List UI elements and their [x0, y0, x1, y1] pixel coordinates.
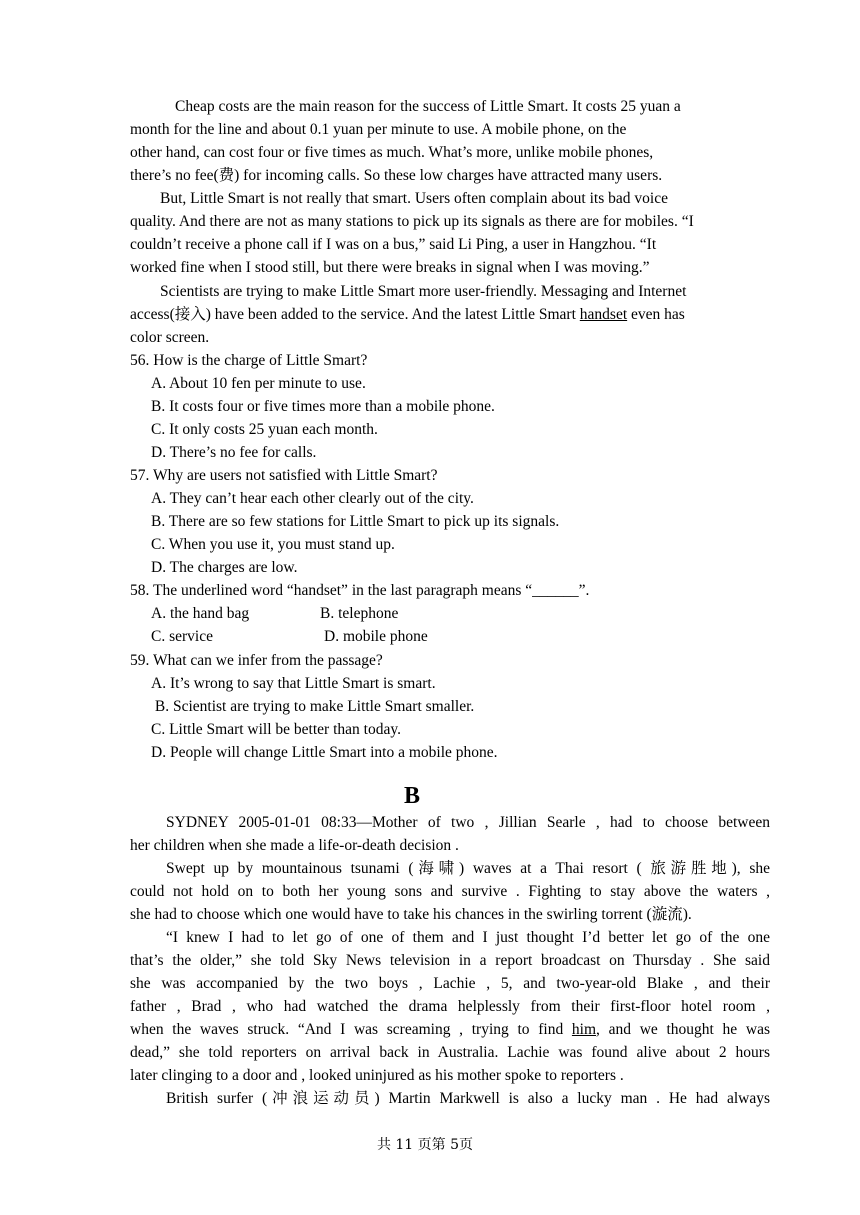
question-56-option-a: A. About 10 fen per minute to use. [151, 375, 366, 392]
p3-text-before: access(接入) have been added to the service. And the latest Little Smart [130, 306, 580, 323]
passage-b-p3-line6: dead,” she told reporters on arrival back in Australia. Lachie was found alive about 2 hours [130, 1044, 770, 1061]
question-57-option-d: D. The charges are low. [151, 559, 298, 576]
passage-a-p2-line3: couldn’t receive a phone call if I was on a bus,” said Li Ping, a user in Hangzhou. “It [130, 236, 657, 253]
question-59-option-b: B. Scientist are trying to make Little Smart smaller. [151, 698, 475, 715]
passage-a-p2-line2: quality. And there are not as many stations to pick up its signals as there are for mobiles. “I [130, 213, 694, 230]
passage-b-p2-line1: Swept up by mountainous tsunami (海啸) waves at a Thai resort ( 旅游胜地), she [166, 860, 770, 877]
question-57-option-c: C. When you use it, you must stand up. [151, 536, 395, 553]
passage-b-p3-line7: later clinging to a door and , looked uninjured as his mother spoke to reporters . [130, 1067, 624, 1084]
passage-a-p1-line1: Cheap costs are the main reason for the success of Little Smart. It costs 25 yuan a [175, 98, 681, 115]
question-58-option-d: D. mobile phone [324, 628, 428, 645]
question-58-option-b: B. telephone [320, 605, 399, 622]
question-56-option-c: C. It only costs 25 yuan each month. [151, 421, 378, 438]
passage-a-p3-line3: color screen. [130, 329, 210, 346]
passage-b-p2-line2: could not hold on to both her young sons and survive . Fighting to stay above the waters , [130, 883, 770, 900]
passage-a-p1-line4: there’s no fee(费) for incoming calls. So these low charges have attracted many users. [130, 167, 663, 184]
p3-b-text-after: , and we thought he was [596, 1021, 770, 1038]
page-footer: 共 11 页第 5页 [376, 1137, 474, 1153]
passage-a-p1-line3: other hand, can cost four or five times as much. What’s more, unlike mobile phones, [130, 144, 654, 161]
question-58-stem: 58. The underlined word “handset” in the last paragraph means “______”. [130, 582, 590, 599]
question-56-option-d: D. There’s no fee for calls. [151, 444, 317, 461]
passage-b-p3-line5 [130, 1018, 770, 1041]
passage-b-p2-line3: she had to choose which one would have to take his chances in the swirling torrent (漩流). [130, 906, 692, 923]
question-57-stem: 57. Why are users not satisfied with Little Smart? [130, 467, 438, 484]
section-b-heading: B [403, 783, 420, 809]
passage-b-p1-line2: her children when she made a life-or-death decision . [130, 837, 459, 854]
underlined-word-handset: handset [579, 306, 628, 323]
passage-b-p3-line3: she was accompanied by the two boys , Lachie , 5, and two-year-old Blake , and their [130, 975, 770, 992]
p3-b-text-before: when the waves struck. “And I was screaming , trying to find [130, 1021, 572, 1038]
question-57-option-a: A. They can’t hear each other clearly out of the city. [151, 490, 474, 507]
passage-a-p3-line1: Scientists are trying to make Little Smart more user-friendly. Messaging and Internet [160, 283, 687, 300]
question-59-option-c: C. Little Smart will be better than today. [151, 721, 401, 738]
p3-text-after: even has [627, 306, 685, 323]
question-59-option-d: D. People will change Little Smart into a mobile phone. [151, 744, 498, 761]
question-59-stem: 59. What can we infer from the passage? [130, 652, 383, 669]
underlined-word-him: him [571, 1021, 597, 1038]
passage-b-p4-line1: British surfer (冲浪运动员) Martin Markwell is also a lucky man . He had always [166, 1090, 770, 1107]
question-56-stem: 56. How is the charge of Little Smart? [130, 352, 368, 369]
question-58-option-c: C. service [151, 628, 213, 645]
passage-b-p3-line4: father , Brad , who had watched the drama helplessly from their first-floor hotel room , [130, 998, 770, 1015]
question-57-option-b: B. There are so few stations for Little Smart to pick up its signals. [151, 513, 560, 530]
passage-a-p1-line2: month for the line and about 0.1 yuan per minute to use. A mobile phone, on the [130, 121, 627, 138]
passage-a-p3-line2 [130, 303, 770, 326]
passage-a-p2-line1: But, Little Smart is not really that smart. Users often complain about its bad voice [160, 190, 668, 207]
passage-a-p2-line4: worked fine when I stood still, but there were breaks in signal when I was moving.” [130, 259, 650, 276]
question-59-option-a: A. It’s wrong to say that Little Smart is smart. [151, 675, 436, 692]
passage-b-p1-line1: SYDNEY 2005-01-01 08:33—Mother of two , Jillian Searle , had to choose between [166, 814, 770, 831]
passage-b-p3-line2: that’s the older,” she told Sky News television in a report broadcast on Thursday . She said [130, 952, 770, 969]
passage-b-p3-line1: “I knew I had to let go of one of them and I just thought I’d better let go of the one [166, 929, 770, 946]
question-56-option-b: B. It costs four or five times more than a mobile phone. [151, 398, 495, 415]
question-58-option-a: A. the hand bag [151, 605, 250, 622]
